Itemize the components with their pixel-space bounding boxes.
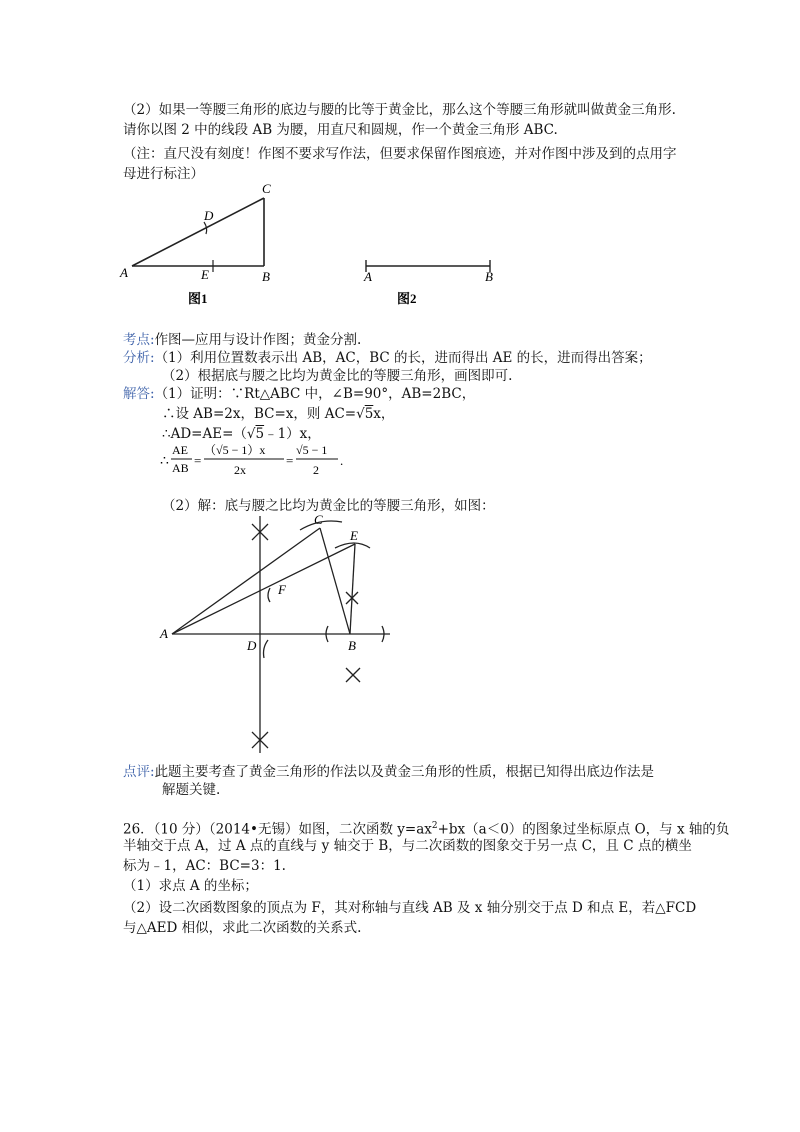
fig3-label-c: C [314,512,323,527]
q26-line1b: +bx（a＜0）的图象过坐标原点 O，与 x 轴的负 [437,821,730,838]
q26-line2: 半轴交于点 A，过 A 点的直线与 y 轴交于 B，与二次函数的图象交于另一点 C，且 C 点的横坐 [123,838,692,854]
fenxi-text-1: （1）利用位置数表示出 AB，AC，BC 的长，进而得出 AE 的长，进而得出答案； [154,350,652,366]
fig2-label-a: A [364,269,372,284]
fenxi-text-2: （2）根据底与腰之比均为黄金比的等腰三角形，画图即可. [162,368,513,384]
q2-note1: （注：直尺没有刻度！作图不要求写作法，但要求保留作图痕迹，并对作图中涉及到的点用字 [123,146,677,162]
svg-text:=: = [286,453,294,468]
fig1-caption: 图1 [188,291,208,306]
q26-sup: 2 [431,821,438,831]
dianping-text-1: 此题主要考查了黄金三角形的作法以及黄金三角形的性质，根据已知得出底边作法是 [154,764,655,780]
fig3-label-e: E [350,528,358,543]
fenxi-label: 分析: [123,350,155,366]
figure-1 [132,198,264,272]
q2-line1: （2）如果一等腰三角形的底边与腰的比等于黄金比，那么这个等腰三角形就叫做黄金三角形. [123,102,676,118]
fig1-label-c: C [262,181,271,196]
fig1-label-a: A [120,265,128,280]
fig2-label-b: B [485,269,493,284]
fig3-label-b: B [348,638,356,653]
jieda-text-3a: ∴AD=AE=（ [162,426,247,442]
kaodian-text: 作图—应用与设计作图；黄金分割. [154,332,362,348]
q26-line1a: 26．（10 分）（2014•无锡）如图，二次函数 y=ax [123,821,432,838]
sqrt-radicand: 5 [255,426,265,442]
fig2-caption: 图2 [397,291,417,306]
jieda-label: 解答: [123,386,155,402]
figure-1-2 [110,180,530,310]
fig3-label-d: D [247,638,257,653]
q26-line6: 与△AED 相似，求此二次函数的关系式. [123,920,362,936]
q26-line5: （2）设二次函数图象的顶点为 F，其对称轴与直线 AB 及 x 轴分别交于点 D 和点 E，若△FCD [123,900,697,916]
sqrt-symbol: √ [356,406,365,422]
fig3-label-f: F [278,582,286,597]
frac-num-right: √5 − 1 [296,443,328,457]
jieda-row [123,384,475,404]
frac-den-right: 2 [313,463,319,477]
dianping-row [123,762,654,782]
jieda-text-2a: ∴设 AB=2x，BC=x，则 AC= [162,406,357,422]
jieda-text-5: （2）解：底与腰之比均为黄金比的等腰三角形，如图： [162,498,495,514]
jieda-text-2 [162,404,394,424]
frac-den-left: AB [172,461,189,475]
dianping-label: 点评: [123,764,155,780]
fraction-expression [160,438,360,482]
fig1-label-b: B [262,269,270,284]
q2-line2: 请你以图 2 中的线段 AB 为腰，用直尺和圆规，作一个黄金三角形 ABC. [123,122,558,138]
figure-2 [366,260,490,272]
fig1-label-e: E [201,267,209,282]
sqrt-symbol: √ [246,426,256,442]
fenxi-row [123,348,652,368]
q26-line3: 标为﹣1，AC：BC=3：1. [123,858,286,874]
sqrt-radicand: 5 [364,406,374,422]
fig3-label-a: A [160,626,168,641]
kaodian-label: 考点: [123,332,155,348]
q26-line4: （1）求点 A 的坐标； [123,878,258,894]
frac-num-left: AE [172,443,188,457]
svg-text:∴: ∴ [160,454,169,469]
jieda-text-2b: x， [373,406,395,422]
jieda-text-1: （1）证明：∵Rt△ABC 中，∠B=90°，AB=2BC， [154,386,476,402]
kaodian-row [123,330,361,350]
frac-num-mid: （√5 − 1）x [204,443,266,457]
dianping-text-2: 解题关键. [162,782,221,798]
svg-text:=: = [194,453,202,468]
svg-text:.: . [340,453,344,468]
figure-3-construction [150,508,410,758]
q2-note2: 母进行标注） [123,166,204,182]
frac-den-mid: 2x [234,463,246,477]
jieda-text-3b: ﹣1）x， [264,426,321,442]
fig1-label-d: D [204,208,214,223]
